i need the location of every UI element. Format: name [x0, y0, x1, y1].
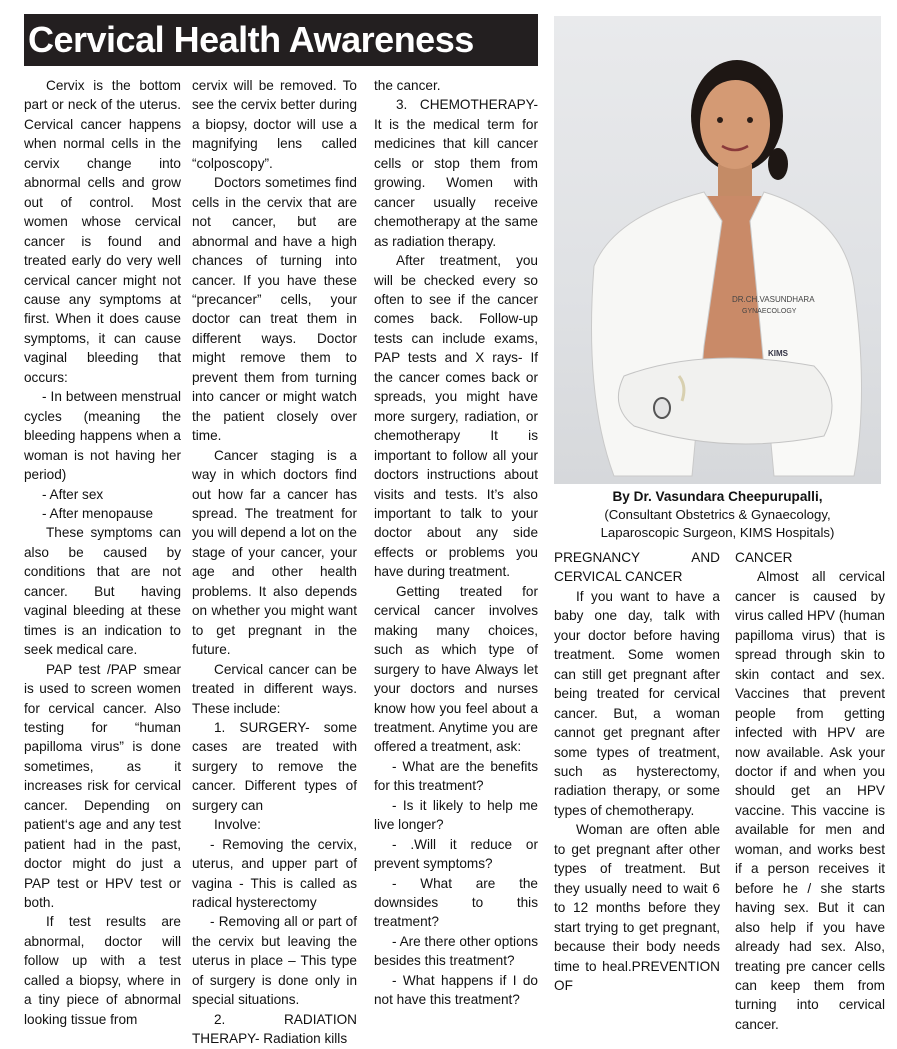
paragraph: Almost all cervical cancer is caused by virus called HPV (human papilloma virus) that is spread through skin to skin contact and sex. Vaccines that prevent people from getting infected with HPV are now available. Ask your doctor if and when you should get an HPV vaccine. This vaccine is available for men and woman, and works best if a person receives it before he / she starts having sex. But it can also help if you have already had sex. Also, treating pre cancer cells can keep them from turning into cervical cancer.	[735, 569, 885, 1032]
paragraph: If you want to have a baby one day, talk with your doctor before having treatment. Some women can still get pregnant after being treated for cervical cancer. But, a woman cannot get pregnant after some types of treatment, such as hysterectomy, radiation therapy, or some types of chemotherapy.	[554, 588, 720, 818]
paragraph: Doctors sometimes find cells in the cervix that are not cancer, but are abnormal and have a high chances of turning into cancer. If you have these “precancer” cells, your doctor can treat them in different ways. Doctor might remove them to prevent them from turning into cancer or might watch the patient closely over time.	[192, 175, 357, 444]
list-item: - Removing the cervix, uterus, and upper part of vagina - This is called as radical hysterectomy	[192, 836, 357, 911]
paragraph: Cancer staging is a way in which doctors find out how far a cancer has spread. The treatment for you will depend a lot on the stage of your cancer, your age and other health problems. It also depends on whether you might want to get pregnant in the future.	[192, 447, 357, 658]
section-heading: CANCER	[735, 550, 793, 565]
paragraph: After treatment, you will be checked every so often to see if the cancer comes back. Follow-up tests can include exams, PAP tests and X rays- If the cancer comes back or spreads, you might have more surgery, radiation, or chemotherapy It is important to follow all your doctors instructions about visits and tests. It’s also important to talk to your doctor about any side effects or problems you have during treatment.	[374, 253, 538, 580]
article-column-1	[24, 76, 181, 1029]
article-column-3	[374, 76, 538, 1010]
coat-logo: KIMS	[768, 349, 788, 358]
paragraph: 3. CHEMOTHERAPY- It is the medical term for medicines that kill cancer cells or stop them from growing. Women with cancer usually receive chemotherapy at the same as radiation therapy.	[374, 97, 538, 249]
list-item: - After menopause	[42, 505, 154, 521]
paragraph: Getting treated for cervical cancer involves making many choices, such as which type of surgery to have Always let your doctors and nurses know how you feel about a treatment. Anytime you are offered a treatment, ask:	[374, 583, 538, 755]
list-item: - What are the benefits for this treatment?	[374, 758, 538, 794]
list-item: - Removing all or part of the cervix but leaving the uterus in place – This type of surgery is done only in special situations.	[192, 914, 357, 1008]
list-item: - Is it likely to help me live longer?	[374, 797, 538, 833]
author-caption	[554, 488, 881, 542]
article-column-5	[735, 548, 885, 1034]
paragraph: Involve:	[214, 817, 261, 833]
paragraph: Woman are often able to get pregnant after other types of treatment. But they usually need to wait 6 to 12 months before they start trying to get pregnant, because their body needs time to heal.PREVENTION OF	[554, 822, 720, 993]
list-item: - What happens if I do not have this treatment?	[374, 972, 538, 1008]
list-item: - In between menstrual cycles (meaning the bleeding happens when a woman is not having her period)	[24, 389, 181, 483]
author-role: (Consultant Obstetrics & Gynaecology,	[604, 507, 831, 522]
paragraph: 2. RADIATION THERAPY- Radiation kills	[192, 1011, 357, 1047]
doctor-portrait-icon	[554, 16, 881, 484]
paragraph: Cervix is the bottom part or neck of the uterus. Cervical cancer happens when normal cells in the cervix change into abnormal cells and grow out of control. Most women whose cervical cancer is found and treated early do very well cervical cancer might not cause any symptoms at first. When it does cause symptoms, it can cause vaginal bleeding that occurs:	[24, 78, 181, 385]
article-column-2	[192, 76, 357, 1049]
author-name: By Dr. Vasundara Cheepurupalli,	[612, 489, 823, 504]
list-item: - What are the downsides to this treatment?	[374, 875, 538, 930]
paragraph: These symptoms can also be caused by conditions that are not cancer. But having vaginal bleeding at these times is an indication to seek medical care.	[24, 525, 181, 658]
author-photo	[554, 16, 881, 484]
list-item: - Are there other options besides this treatment?	[374, 933, 538, 969]
paragraph: PAP test /PAP smear is used to screen women for cervical cancer. Also testing for “human papilloma virus” is done sometimes, as it increases risk for cervical cancer. Depending on patient‘s age and any test patient had in the past, doctor might do just a PAP test or HPV test or both.	[24, 661, 181, 911]
paragraph: 1. SURGERY- some cases are treated with surgery to remove the cancer. Different types of surgery can	[192, 719, 357, 813]
list-item: - After sex	[42, 486, 104, 502]
paragraph: If test results are abnormal, doctor will follow up with a test called a biopsy, where in a tiny piece of abnormal looking tissue from	[24, 914, 181, 1027]
article-column-4	[554, 548, 720, 995]
author-role: Laparoscopic Surgeon, KIMS Hospitals)	[600, 525, 835, 540]
list-item: - .Will it reduce or prevent symptoms?	[374, 836, 538, 872]
article-title: Cervical Health Awareness	[24, 14, 538, 66]
coat-label: DR.CH.VASUNDHARA	[732, 295, 815, 304]
coat-label: GYNAECOLOGY	[742, 308, 797, 315]
paragraph: the cancer.	[374, 78, 441, 93]
section-heading: PREGNANCY AND CERVICAL CANCER	[554, 550, 720, 585]
paragraph: cervix will be removed. To see the cervix better during a biopsy, doctor will use a magnifying lens called “colposcopy”.	[192, 78, 357, 171]
paragraph: Cervical cancer can be treated in different ways. These include:	[192, 661, 357, 716]
